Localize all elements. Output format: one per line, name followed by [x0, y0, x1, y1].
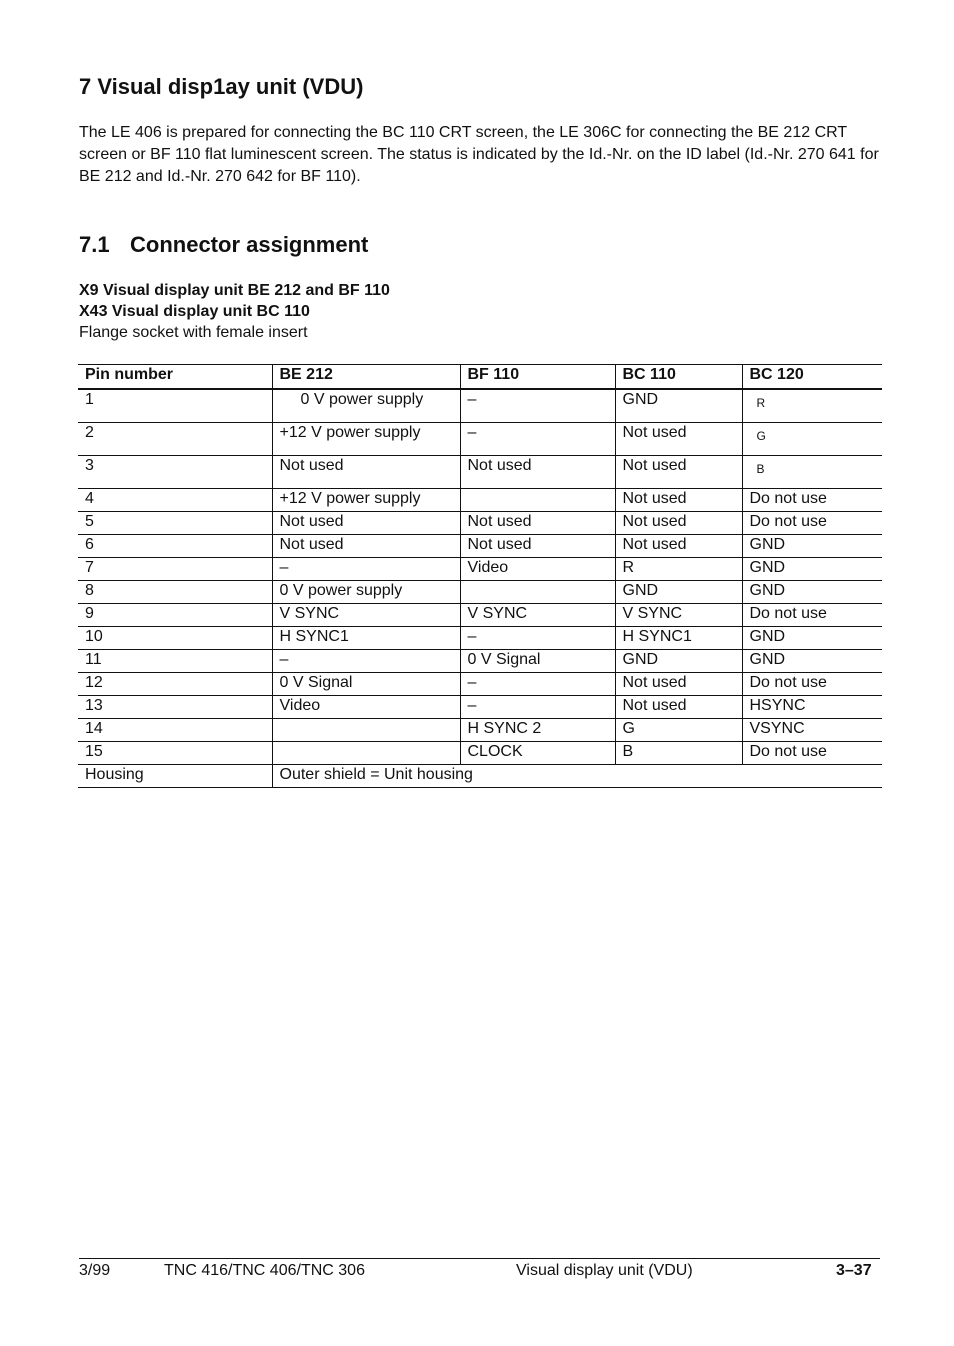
bc110-cell: R	[615, 558, 742, 581]
be212-cell: –	[272, 650, 460, 673]
connector-description	[79, 280, 390, 343]
be212-cell: V SYNC	[272, 604, 460, 627]
bf110-cell	[460, 489, 615, 512]
pin-cell: 1	[78, 389, 272, 423]
bc110-cell: Not used	[615, 489, 742, 512]
footer-model: TNC 416/TNC 406/TNC 306	[164, 1262, 365, 1279]
bf110-cell: CLOCK	[460, 742, 615, 765]
bf110-cell: V SYNC	[460, 604, 615, 627]
bc120-cell: B	[742, 456, 882, 489]
be212-cell: +12 V power supply	[272, 423, 460, 456]
table-row	[78, 389, 882, 423]
pin-cell: 12	[78, 673, 272, 696]
be212-cell	[272, 742, 460, 765]
connector-x43-label: X43 Visual display unit BC 110	[79, 303, 310, 320]
pin-cell: 15	[78, 742, 272, 765]
bf110-cell: Not used	[460, 535, 615, 558]
intro-paragraph: The LE 406 is prepared for connecting the BC 110 CRT screen, the LE 306C for connecting the BE 212 CRT screen or BF 110 flat luminescent screen. The status is indicated by the Id.-Nr. on the ID label (Id.-Nr. 270 641 for BE 212 and Id.-Nr. 270 642 for BF 110).	[79, 124, 879, 185]
socket-type-label: Flange socket with female insert	[79, 324, 308, 341]
bf110-cell: –	[460, 673, 615, 696]
table-row	[78, 489, 882, 512]
bc110-cell: Not used	[615, 696, 742, 719]
pin-cell: 6	[78, 535, 272, 558]
bc110-cell: V SYNC	[615, 604, 742, 627]
table-row	[78, 604, 882, 627]
be212-cell: +12 V power supply	[272, 489, 460, 512]
bc120-cell: Do not use	[742, 512, 882, 535]
bc120-cell: GND	[742, 581, 882, 604]
be212-cell: Not used	[272, 456, 460, 489]
section-number: 7.1	[79, 232, 110, 257]
bf110-cell: Not used	[460, 456, 615, 489]
bc110-cell: Not used	[615, 535, 742, 558]
section-title: Connector assignment	[130, 232, 369, 257]
footer-date: 3/99	[79, 1262, 111, 1279]
pin-cell: 14	[78, 719, 272, 742]
housing-value: Outer shield = Unit housing	[272, 765, 882, 788]
table-row	[78, 742, 882, 765]
bc120-cell: Do not use	[742, 489, 882, 512]
table-row	[78, 558, 882, 581]
be212-cell: 0 V power supply	[272, 581, 460, 604]
bf110-cell: –	[460, 627, 615, 650]
bc110-cell: Not used	[615, 456, 742, 489]
bf110-cell: –	[460, 389, 615, 423]
table-row	[78, 535, 882, 558]
footer-page-number: 3–37	[836, 1262, 872, 1279]
bc120-cell: Do not use	[742, 673, 882, 696]
bc110-cell: G	[615, 719, 742, 742]
bc110-cell: GND	[615, 581, 742, 604]
table-row	[78, 581, 882, 604]
be212-cell: Video	[272, 696, 460, 719]
pin-cell: 4	[78, 489, 272, 512]
pin-cell: 9	[78, 604, 272, 627]
bc110-cell: Not used	[615, 673, 742, 696]
table-row	[78, 456, 882, 489]
table-header-row	[78, 365, 882, 390]
be212-cell: –	[272, 558, 460, 581]
bc120-cell: GND	[742, 535, 882, 558]
bf110-cell: Video	[460, 558, 615, 581]
housing-label: Housing	[78, 765, 272, 788]
bf110-cell: –	[460, 696, 615, 719]
be212-cell: Not used	[272, 535, 460, 558]
header-bc120: BC 120	[742, 365, 882, 390]
table-row	[78, 650, 882, 673]
footer-rule	[79, 1258, 880, 1259]
bc120-cell: G	[742, 423, 882, 456]
pin-cell: 10	[78, 627, 272, 650]
page-heading: 7 Visual disp1ay unit (VDU)	[79, 74, 364, 99]
table-row	[78, 696, 882, 719]
bf110-cell	[460, 581, 615, 604]
pin-cell: 7	[78, 558, 272, 581]
bf110-cell: Not used	[460, 512, 615, 535]
pin-cell: 11	[78, 650, 272, 673]
bc120-cell: GND	[742, 558, 882, 581]
section-heading	[79, 232, 368, 258]
be212-cell: Not used	[272, 512, 460, 535]
header-pin-number: Pin number	[78, 365, 272, 390]
bc120-cell: GND	[742, 650, 882, 673]
table-row	[78, 423, 882, 456]
bc120-cell: GND	[742, 627, 882, 650]
bc110-cell: H SYNC1	[615, 627, 742, 650]
bf110-cell: –	[460, 423, 615, 456]
bc120-cell: HSYNC	[742, 696, 882, 719]
bc110-cell: B	[615, 742, 742, 765]
bf110-cell: 0 V Signal	[460, 650, 615, 673]
table-row	[78, 512, 882, 535]
table-row	[78, 627, 882, 650]
be212-cell	[272, 719, 460, 742]
footer-section: Visual display unit (VDU)	[516, 1262, 693, 1279]
bc110-cell: Not used	[615, 512, 742, 535]
bc110-cell: GND	[615, 389, 742, 423]
table-row	[78, 719, 882, 742]
bc120-cell: VSYNC	[742, 719, 882, 742]
be212-cell: 0 V Signal	[272, 673, 460, 696]
bc110-cell: Not used	[615, 423, 742, 456]
bc120-cell: Do not use	[742, 742, 882, 765]
pin-assignment-table	[78, 364, 882, 788]
pin-cell: 2	[78, 423, 272, 456]
pin-cell: 3	[78, 456, 272, 489]
header-be212: BE 212	[272, 365, 460, 390]
header-bc110: BC 110	[615, 365, 742, 390]
pin-cell: 8	[78, 581, 272, 604]
pin-cell: 5	[78, 512, 272, 535]
bc120-cell: R	[742, 389, 882, 423]
be212-cell: H SYNC1	[272, 627, 460, 650]
connector-x9-label: X9 Visual display unit BE 212 and BF 110	[79, 282, 390, 299]
be212-cell: 0 V power supply	[272, 389, 460, 423]
housing-row	[78, 765, 882, 788]
pin-cell: 13	[78, 696, 272, 719]
header-bf110: BF 110	[460, 365, 615, 390]
bc120-cell: Do not use	[742, 604, 882, 627]
bc110-cell: GND	[615, 650, 742, 673]
bf110-cell: H SYNC 2	[460, 719, 615, 742]
table-row	[78, 673, 882, 696]
